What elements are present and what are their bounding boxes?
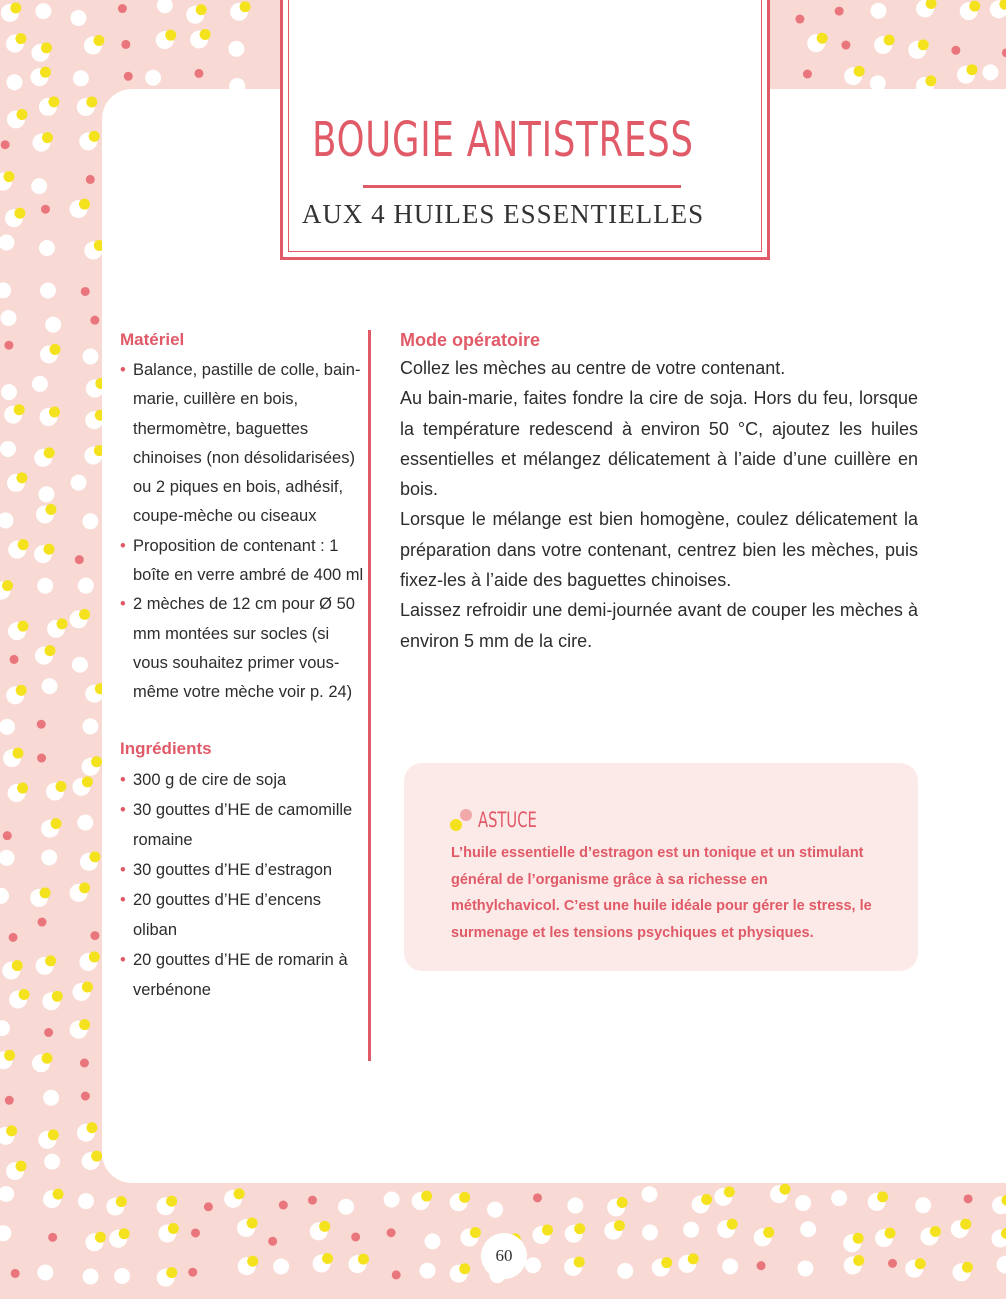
materiel-list bbox=[120, 356, 365, 708]
list-item: • Balance, pastille de colle, bain-marie, cuillère en bois, thermomètre, baguettes chinoises (non désolidarisées) ou 2 piques en bois, adhésif, coupe-mèche ou ciseaux bbox=[120, 356, 365, 532]
materiel-heading: Matériel bbox=[120, 330, 185, 349]
list-item: • 30 gouttes d’HE d’estragon bbox=[120, 855, 365, 885]
ingredients-heading: Ingrédients bbox=[120, 738, 212, 758]
ingredients-list bbox=[120, 765, 365, 1005]
right-column bbox=[400, 330, 918, 656]
list-item: • 20 gouttes d’HE de romarin à verbénone bbox=[120, 945, 365, 1005]
mode-heading: Mode opératoire bbox=[400, 330, 541, 350]
tip-text: L’huile essentielle d’estragon est un tonique et un stimulant général de l’organisme grâce à sa richesse en méthylchavicol. C’est une huile idéale pour gérer le stress, le surmenage et les tensions psychiques et physiques. bbox=[451, 845, 872, 941]
mode-paragraph: Laissez refroidir une demi-journée avant de couper les mèches à environ 5 mm de la cire. bbox=[400, 600, 918, 651]
left-column bbox=[120, 330, 365, 1005]
mode-paragraph: Collez les mèches au centre de votre contenant. bbox=[400, 358, 786, 378]
mode-paragraph: Lorsque le mélange est bien homogène, coulez délicatement la préparation dans votre contenant, centrez bien les mèches, puis fixez-les à l’aide des baguettes chinoises. bbox=[400, 509, 918, 591]
tip-dots-icon bbox=[448, 806, 478, 836]
tip-title: ASTUCE bbox=[478, 808, 537, 832]
list-item: • 30 gouttes d’HE de camomille romaine bbox=[120, 795, 365, 855]
page-number: 60 bbox=[495, 1246, 513, 1265]
list-item: • 2 mèches de 12 cm pour Ø 50 mm montées sur socles (si vous souhaitez primer vous-même votre mèche voir p. 24) bbox=[120, 590, 365, 707]
list-item: • 20 gouttes d’HE d’encens oliban bbox=[120, 885, 365, 945]
page-title: BOUGIE ANTISTRESS bbox=[312, 112, 694, 168]
title-divider bbox=[363, 185, 681, 188]
column-divider bbox=[368, 330, 371, 1061]
list-item: • 300 g de cire de soja bbox=[120, 765, 365, 795]
list-item: • Proposition de contenant : 1 boîte en verre ambré de 400 ml bbox=[120, 532, 365, 591]
mode-paragraph: Au bain-marie, faites fondre la cire de soja. Hors du feu, lorsque la température redescend à environ 50 °C, ajoutez les huiles essentielles et mélangez délicatement à l’aide d’une cuillère en bois. bbox=[400, 388, 918, 500]
page-subtitle: AUX 4 HUILES ESSENTIELLES bbox=[301, 199, 705, 229]
